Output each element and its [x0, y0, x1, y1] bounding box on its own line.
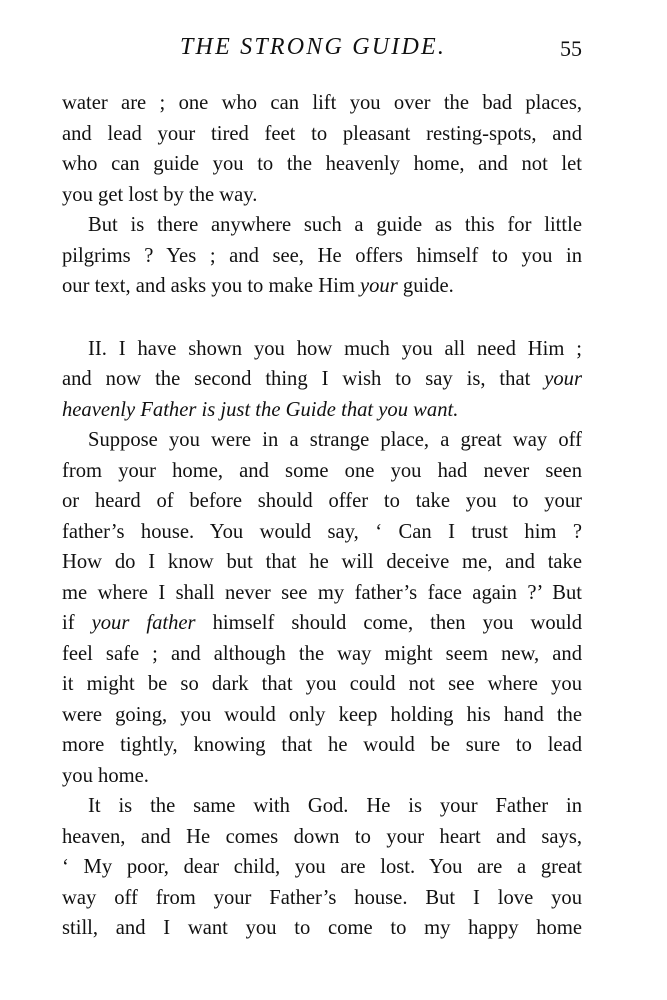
paragraph-4 [62, 425, 582, 791]
text-line: me where I shall never see my father’s face again ?’ But [62, 581, 582, 604]
text-line: way off from your Father’s house. But I love you [62, 886, 582, 909]
text-run: and now the second thing I wish to say is, that [62, 368, 545, 390]
text-line: II. I have shown you how much you all need Him ; [88, 337, 582, 360]
text-line: you home. [62, 764, 149, 787]
text-line [62, 395, 582, 426]
text-run: guide. [397, 275, 454, 297]
text-line: It is the same with God. He is your Father in [88, 795, 582, 817]
italic-text: your [544, 368, 582, 390]
text-line: still, and I want you to come to my happy home [62, 917, 582, 939]
text-line: But is there anywhere such a guide as this for little [88, 214, 582, 236]
italic-text: your [360, 275, 398, 297]
text-run: our text, and asks you to make Him [62, 275, 360, 297]
text-line: or heard of before should offer to take you to your [62, 490, 582, 512]
text-line: father’s house. You would say, ‘ Can I trust him ? [62, 520, 582, 543]
text-line: Suppose you were in a strange place, a great way off [88, 429, 582, 451]
text-run: if [62, 612, 92, 634]
text-line: pilgrims ? Yes ; and see, He offers himself to you in [62, 244, 582, 267]
paragraph-5 [62, 791, 582, 944]
text-line: it might be so dark that you could not see where you [62, 673, 582, 695]
text-line: who can guide you to the heavenly home, and not let [62, 153, 582, 175]
text-run: himself should come, then you would [195, 612, 582, 634]
text-line: more tightly, knowing that he would be sure to lead [62, 734, 582, 756]
text-line: were going, you would only keep holding his hand the [62, 703, 582, 726]
body-text [62, 88, 582, 944]
text-line [62, 608, 582, 639]
paragraph-1 [62, 88, 582, 210]
text-line [62, 271, 582, 302]
text-line: from your home, and some one you had never seen [62, 459, 582, 482]
text-line: water are ; one who can lift you over the bad places, [62, 92, 582, 114]
text-line [62, 364, 582, 395]
text-line: How do I know but that he will deceive me, and take [62, 551, 582, 573]
text-line: ‘ My poor, dear child, you are lost. You are a great [62, 856, 582, 878]
text-line: heaven, and He comes down to your heart and says, [62, 825, 582, 848]
section-gap [62, 302, 582, 334]
paragraph-3 [62, 334, 582, 426]
text-line: you get lost by the way. [62, 183, 258, 206]
text-line: and lead your tired feet to pleasant resting-spots, and [62, 122, 582, 145]
italic-text: your father [91, 612, 196, 634]
page-header [62, 34, 582, 74]
page-number: 55 [560, 36, 582, 61]
italic-text: heavenly Father is just the Guide that you want. [62, 398, 459, 421]
paragraph-2 [62, 210, 582, 302]
text-line: feel safe ; and although the way might seem new, and [62, 642, 582, 665]
running-title: THE STRONG GUIDE. [180, 34, 447, 60]
